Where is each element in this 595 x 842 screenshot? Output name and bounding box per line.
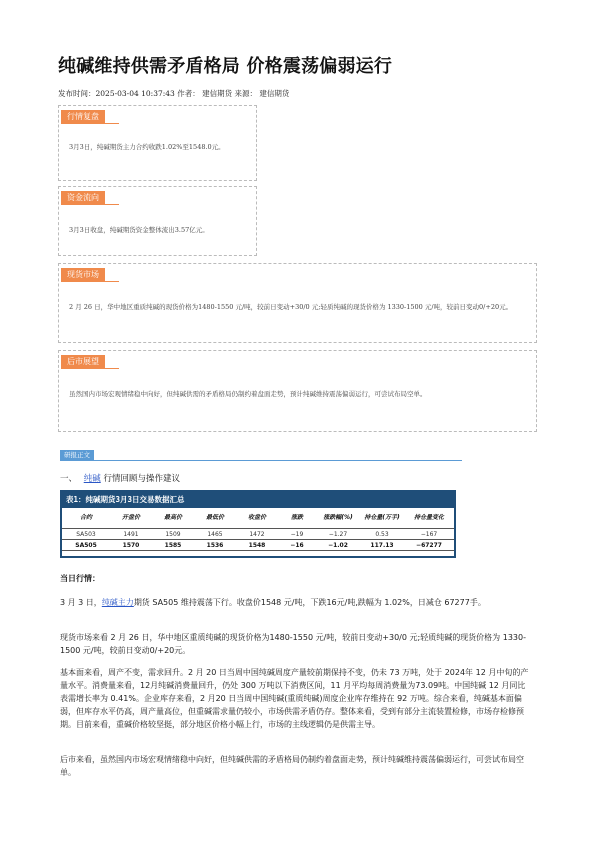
main-contract-link[interactable]: 纯碱主力 [101,598,134,607]
col-header: 持仓量变化 [413,514,444,521]
col-header: 涨跌 [290,514,303,521]
table-cell: 117.13 [360,540,404,551]
fund-flow-text: 3月3日收盘，纯碱期货资金整体流出3.57亿元。 [69,226,209,234]
paragraph-spot: 现货市场来看 2 月 26 日，华中地区重质纯碱的现货价格为1480-1550 元/吨，较前日变动+30/0 元;轻质纯碱的现货价格为 1330-1500 元/吨，较前日变动0/+20元。 [60,633,526,655]
spot-market-text: 2 月 26 日，华中地区重质纯碱的现货价格为1480-1550 元/吨，较前日变动+30/0 元;轻质纯碱的现货价格为 1330-1500 元/吨，较前日变动0/+20元。 [69,303,513,311]
table-cell: 1570 [110,540,152,551]
outlook-tag: 后市展望 [61,355,105,368]
data-table [62,508,454,551]
fund-flow-tag: 资金流向 [61,191,105,204]
article-title: 纯碱维持供需矛盾格局 价格震荡偏弱运行 [58,56,393,77]
heading-link[interactable]: 纯碱 [83,474,101,484]
table-cell: 1585 [152,540,194,551]
table-row [62,529,454,540]
col-header: 持仓量(万手) [364,514,400,521]
daily-market-subhead: 当日行情： [60,574,100,583]
col-header: 涨跌幅(%) [323,514,353,521]
paragraph-suffix: 期货 SA505 维持震荡下行。收盘价1548 元/吨，下跌16元/吨,跌幅为 1.02%，日减仓 67277手。 [133,598,486,607]
table-cell: 1472 [236,529,278,540]
paragraph-daily [60,596,530,609]
market-review-box [58,105,257,181]
paragraph-prefix: 3 月 3 日， [60,598,102,607]
outlook-box [58,350,537,432]
table-cell: SA505 [62,540,110,551]
article-meta: 发布时间：2025-03-04 10:37:43 作者： 建信期货 来源： 建信期货 [58,89,290,98]
market-review-text: 3月3日，纯碱期货主力合约收跌1.02%至1548.0元。 [69,143,225,151]
col-header: 最高价 [163,514,182,521]
fund-flow-box [58,186,257,256]
table-cell: 1465 [194,529,236,540]
table-row [62,540,454,551]
table-title: 表1：纯碱期货3月3日交易数据汇总 [62,492,454,508]
col-header: 收盘价 [247,514,266,521]
heading-suffix: 行情回顾与操作建议 [103,474,180,484]
table-cell: 1491 [110,529,152,540]
section-heading [60,472,180,484]
table-cell: −16 [278,540,316,551]
col-header: 合约 [79,514,92,521]
table-cell: 1548 [236,540,278,551]
col-header: 最低价 [205,514,224,521]
table-cell: −167 [404,529,454,540]
table-cell: −19 [278,529,316,540]
table-cell: SA503 [62,529,110,540]
table-cell: 1536 [194,540,236,551]
spot-market-box [58,263,537,343]
paragraph-outlook: 后市来看，虽然国内市场宏观情绪稳中向好，但纯碱供需的矛盾格局仍制约着盘面走势，预计纯碱维持震荡偏弱运行，可尝试布局空单。 [60,755,524,777]
trading-data-table [60,490,456,558]
table-cell: −1.02 [316,540,360,551]
report-section-label: 研报正文 [60,450,94,461]
spot-market-tag: 现货市场 [61,268,105,281]
table-cell: −1.27 [316,529,360,540]
table-cell: −67277 [404,540,454,551]
table-cell: 1509 [152,529,194,540]
table-header-row [62,508,454,529]
market-review-tag: 行情复盘 [61,110,105,123]
table-cell: 0.53 [360,529,404,540]
section-divider [60,460,462,461]
outlook-text: 虽然国内市场宏观情绪稳中向好，但纯碱供需的矛盾格局仍制约着盘面走势，预计纯碱维持震荡偏弱运行，可尝试布局空单。 [69,390,427,398]
col-header: 开盘价 [121,514,140,521]
heading-prefix: 一、 [60,474,78,484]
paragraph-fundamentals: 基本面来看，周产不变，需求回升。2 月 20 日当周中国纯碱周度产量较前期保持不变，仍未 73 万吨，处于 2024年 12 月中旬的产量水平。消费量来看，12月纯碱消费量回升，仍处 300 万吨以下消费区间，11 月平均每周消费量为73.09吨。中国纯碱 12 月同比表需增长率为 0.41%。企业库存来看，2 月20 日当周中国纯碱(重质纯碱)周度企业库存维持在 92 万吨。综合来看，纯碱基本面偏弱，但库存水平仍高，周产量高位，但重碱需求量仍较小，市场供需矛盾仍存。整体来看，受到有部分主流装置检修，市场存检修预期。目前来看，重碱价格较坚挺，部分地区价格小幅上行，市场的主线逻辑仍是供需主导。 [60,668,529,729]
